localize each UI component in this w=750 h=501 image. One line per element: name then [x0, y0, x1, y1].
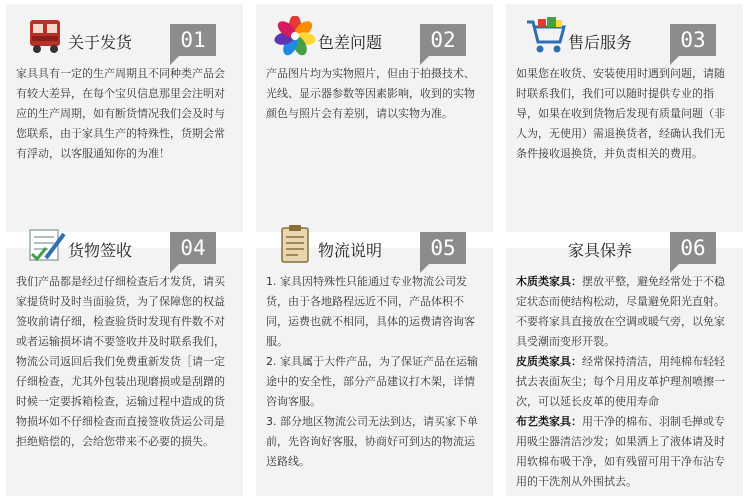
card-title: 货物签收	[68, 241, 133, 260]
card-title: 家具保养	[568, 241, 633, 260]
sign-document-icon	[24, 224, 68, 264]
maintenance-label: 木质类家具：	[516, 275, 582, 288]
card-shipping	[6, 4, 243, 232]
card-number-badge: 02	[420, 24, 466, 56]
card-number-badge: 06	[670, 232, 716, 264]
maintenance-item-wood	[516, 272, 733, 352]
card-header	[14, 222, 242, 266]
card-title: 物流说明	[318, 241, 383, 260]
maintenance-label: 布艺类家具：	[516, 415, 582, 428]
card-text: 如果您在收货、安装使用时遇到问题，请随时联系我们，我们可以随时提供专业的指导，如果在收到货物后发现有质量问题（非人为，无使用）需退换货者，经确认我们无条件接收退换货，并负责相关的费用。	[516, 67, 725, 160]
shopping-cart-icon	[524, 16, 568, 56]
card-color-difference	[256, 4, 493, 232]
color-wheel-icon	[274, 16, 318, 56]
card-header	[514, 14, 742, 58]
maintenance-text: 用干净的棉布、羽制毛掸或专用吸尘器清洁沙发；如果洒上了液体请及时用软棉布吸干净，如有残留可用干净布沾专用的干洗剂从外围拭去。	[516, 415, 725, 488]
logistics-item-1: 1. 家具因特殊性只能通过专业物流公司发货，由于各地路程远近不同，产品体积不同，运费也就不相同，具体的运费请咨询客服。	[266, 275, 475, 348]
card-header	[264, 14, 492, 58]
card-header	[14, 14, 242, 58]
card-body	[266, 64, 483, 124]
clipboard-icon	[274, 224, 318, 264]
card-text: 我们产品都是经过仔细检查后才发货，请买家提货时及时当面验货，为了保障您的权益签收前请仔细，检查验货时发现有件数不对或者运输损坏请不要签收并及时联系我们，物流公司返回后我们免费重新发货［请一定仔细检查，尤其外包装出现磨损或是刮蹭的时候一定要拆箱检查，运输过程中造成的货物损坏如不仔细检查而直接签收货运公司是拒绝赔偿的，会给您带来不必要的损失。	[16, 275, 225, 448]
card-body	[516, 272, 733, 492]
card-body	[516, 64, 733, 164]
card-body	[266, 272, 483, 472]
card-body	[16, 272, 233, 452]
card-number-badge: 03	[670, 24, 716, 56]
maintenance-item-leather	[516, 352, 733, 412]
maintenance-text: 摆放平整，避免经常处于不稳定状态而使结构松动，尽量避免阳光直射。不要将家具直接放在空调或暖气旁，以免家具受潮而变形开裂。	[516, 275, 725, 348]
card-header	[514, 222, 742, 266]
card-title: 色差问题	[318, 33, 383, 52]
card-text: 产品图片均为实物照片，但由于拍摄技术、光线、显示器参数等因素影响，收到的实物颜色与照片会有差别，请以实物为准。	[266, 67, 475, 120]
card-after-sales	[506, 4, 743, 232]
maintenance-text: 经常保持清洁，用纯棉布轻轻拭去表面灰尘；每个月用皮革护理剂喷擦一次，可以延长皮革的使用寿命	[516, 355, 725, 408]
logistics-item-2: 2. 家具属于大件产品，为了保证产品在运输途中的安全性，部分产品建议打木架，详情咨询客服。	[266, 355, 478, 408]
card-receipt	[6, 236, 243, 496]
card-maintenance	[506, 236, 743, 496]
card-number-badge: 04	[170, 232, 216, 264]
card-logistics	[256, 236, 493, 496]
card-text: 家具具有一定的生产周期且不同种类产品会有较大差异，在每个宝贝信息那里会注明对应的生产周期，如有断货情况我们会及时与您联系，由于家具生产的特殊性，货期会常有浮动，以客服通知你的为准！	[16, 67, 225, 160]
card-number-badge: 01	[170, 24, 216, 56]
card-header	[264, 222, 492, 266]
truck-icon	[24, 16, 68, 56]
maintenance-item-fabric	[516, 412, 733, 492]
card-title: 售后服务	[568, 33, 633, 52]
card-number-badge: 05	[420, 232, 466, 264]
card-body	[16, 64, 233, 164]
logistics-item-3: 3. 部分地区物流公司无法到达，请买家下单前，先咨询好客服，协商好可到达的物流运送路线。	[266, 415, 478, 468]
card-title: 关于发货	[68, 33, 133, 52]
maintenance-label: 皮质类家具：	[516, 355, 582, 368]
